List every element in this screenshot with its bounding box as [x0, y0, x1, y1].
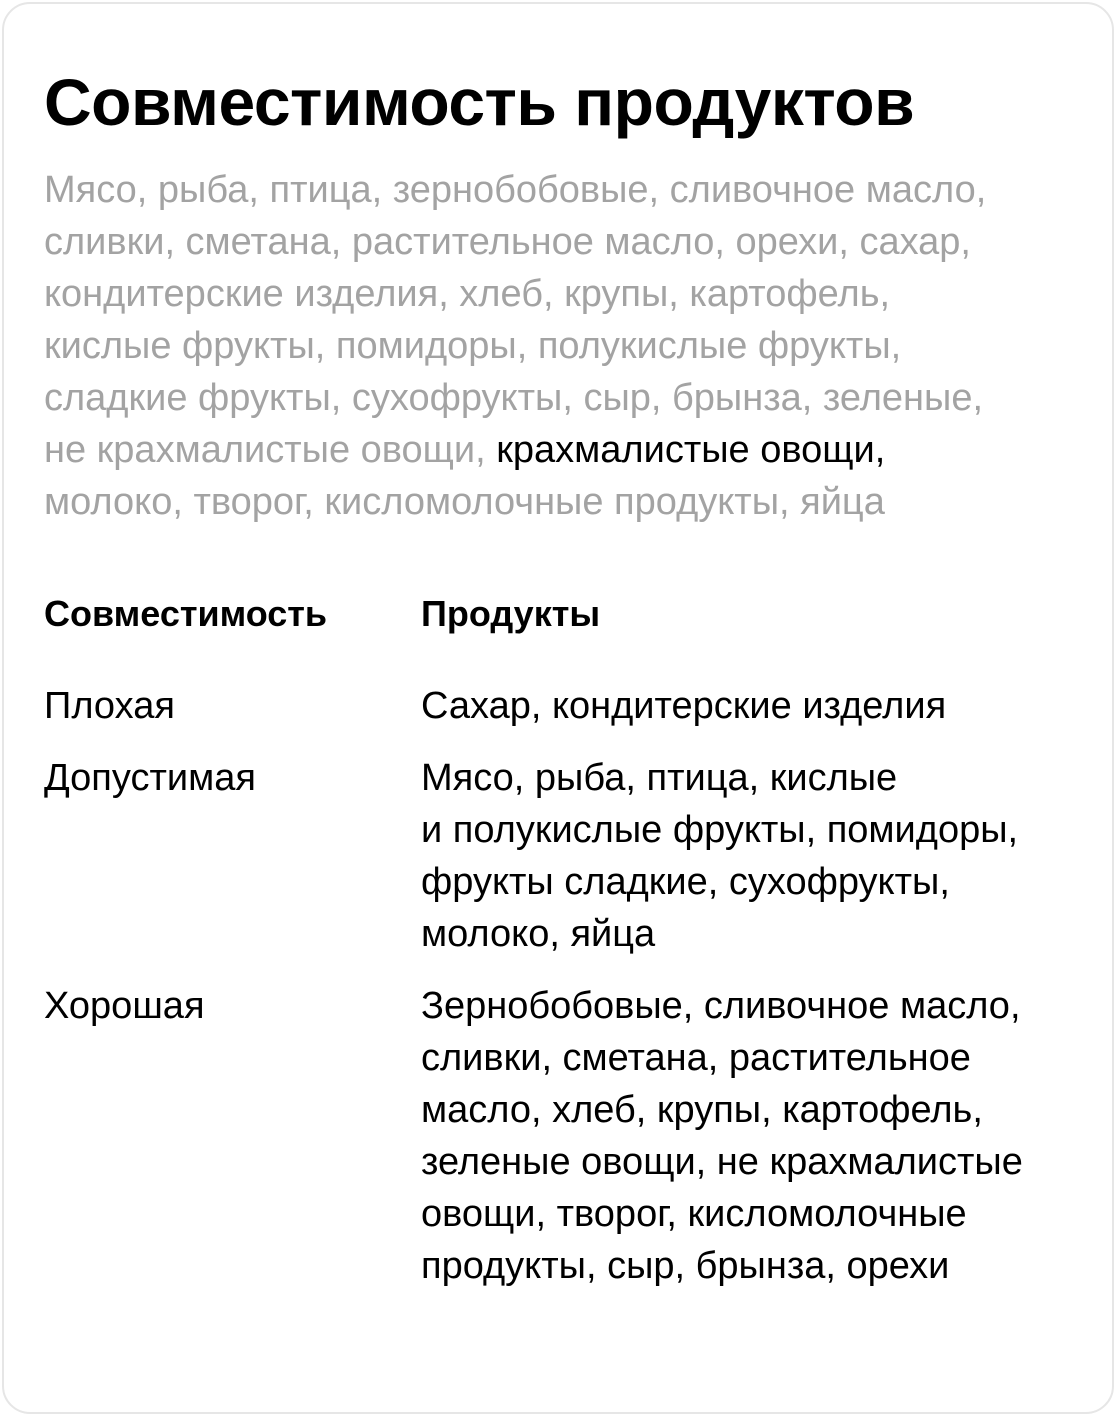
- compatibility-label: Допустимая: [44, 757, 256, 799]
- compatibility-card: [2, 2, 1114, 1414]
- compatibility-label: Хорошая: [44, 985, 205, 1027]
- product-selector: [44, 164, 1094, 528]
- product-list-line[interactable]: Мясо, рыба, птица, зернобобовые, сливочное масло,: [44, 169, 987, 211]
- products-cell: [421, 980, 1023, 1292]
- products-line: молоко, яйца: [421, 913, 656, 955]
- products-line: фрукты сладкие, сухофрукты,: [421, 861, 950, 903]
- column-header-products: Продукты: [421, 593, 601, 634]
- products-line: Зернобобовые, сливочное масло,: [421, 985, 1021, 1027]
- products-line: масло, хлеб, крупы, картофель,: [421, 1089, 983, 1131]
- products-line: Сахар, кондитерские изделия: [421, 685, 947, 727]
- product-list-line[interactable]: сладкие фрукты, сухофрукты, сыр, брынза, зеленые,: [44, 377, 984, 419]
- products-line: овощи, творог, кисломолочные: [421, 1193, 967, 1235]
- product-list-line: [44, 424, 1094, 476]
- product-list-line[interactable]: сливки, сметана, растительное масло, орехи, сахар,: [44, 221, 971, 263]
- products-line: и полукислые фрукты, помидоры,: [421, 809, 1019, 851]
- product-list-line[interactable]: молоко, творог, кисломолочные продукты, яйца: [44, 481, 885, 523]
- product-list-segment[interactable]: не крахмалистые овощи,: [44, 429, 497, 471]
- products-line: продукты, сыр, брынза, орехи: [421, 1245, 950, 1287]
- product-list-line[interactable]: кондитерские изделия, хлеб, крупы, картофель,: [44, 273, 891, 315]
- column-header-compatibility: Совместимость: [44, 593, 328, 634]
- product-list-line[interactable]: кислые фрукты, помидоры, полукислые фрукты,: [44, 325, 902, 367]
- products-cell: [421, 680, 946, 732]
- products-cell: [421, 752, 1018, 960]
- compatibility-label: Плохая: [44, 685, 175, 727]
- products-line: сливки, сметана, растительное: [421, 1037, 971, 1079]
- selected-product[interactable]: крахмалистые овощи,: [496, 429, 886, 471]
- products-line: Мясо, рыба, птица, кислые: [421, 757, 898, 799]
- page-title: Совместимость продуктов: [44, 65, 915, 139]
- products-line: зеленые овощи, не крахмалистые: [421, 1141, 1023, 1183]
